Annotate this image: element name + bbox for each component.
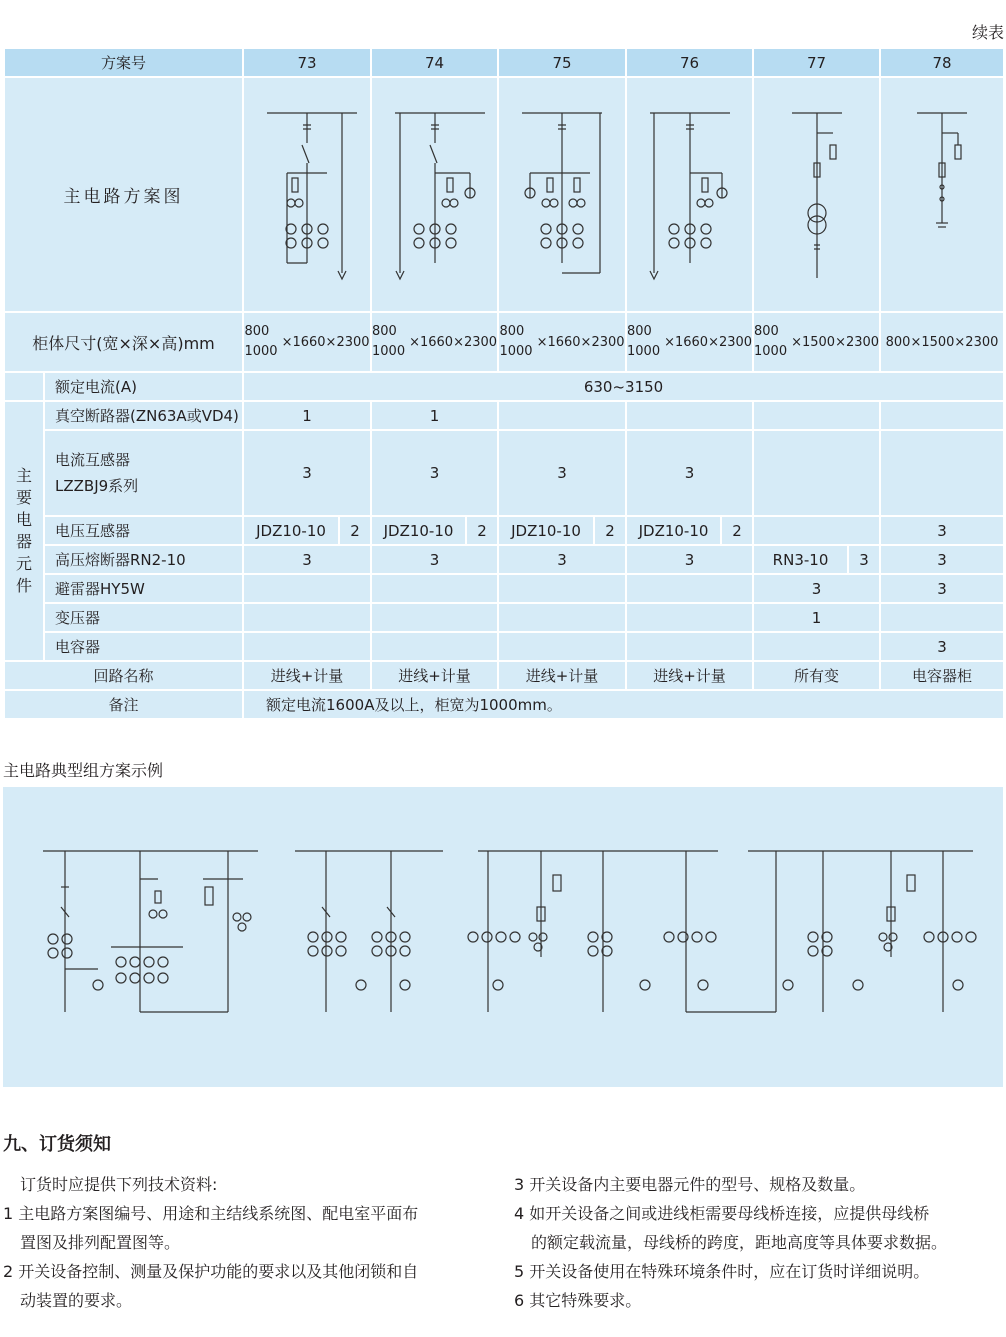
size-w1: 800 [244,324,270,339]
cell: 所有变 [753,661,880,690]
cell [753,516,880,545]
cell: 进线+计量 [626,661,753,690]
size-76 [626,312,753,372]
examples-panel [3,787,1003,1087]
cell: 3 [498,545,626,574]
vt-model: JDZ10-10 [372,517,467,544]
remark-value: 额定电流1600A及以上，柜宽为1000mm。 [243,690,1004,719]
vt-qty: 2 [350,521,360,540]
size-78 [880,312,1004,372]
cell: 3 [243,430,371,516]
component-row [4,632,1004,661]
size-w1: 800 [754,324,779,339]
cell: 3 [880,516,1004,545]
cell [626,401,753,430]
cell [753,545,880,574]
circuit-diagram-78 [882,83,1002,303]
cell: 1 [371,401,498,430]
remark-row [4,690,1004,719]
cell [498,401,626,430]
cell [753,632,880,661]
vt-model: JDZ10-10 [499,517,595,544]
cell: 3 [498,430,626,516]
component-row [4,603,1004,632]
cell: 进线+计量 [371,661,498,690]
ordering-line: 的额定载流量，母线桥的跨度，距地高度等具体要求数据。 [531,1233,948,1252]
rated-current-label: 额定电流(A) [44,372,243,401]
ordering-line: 2 开关设备控制、测量及保护功能的要求以及其他闭锁和自 [3,1262,419,1281]
scheme-78: 78 [880,48,1004,77]
arrester-label: 避雷器HY5W [44,574,243,603]
ordering-line: 订货时应提供下列技术资料: [20,1175,218,1194]
capacitor-label: 电容器 [44,632,243,661]
cell [626,632,753,661]
cell [626,603,753,632]
component-row [4,574,1004,603]
cell: 进线+计量 [243,661,371,690]
cell: 进线+计量 [498,661,626,690]
cell [371,603,498,632]
header-row [4,48,1004,77]
diagram-row-label: 主电路方案图 [4,77,243,312]
ordering-line: 动装置的要求。 [20,1291,133,1310]
scheme-73: 73 [243,48,371,77]
scheme-table [3,47,1005,720]
ordering-line: 置图及排列配置图等。 [20,1233,181,1252]
cell [626,516,753,545]
scheme-number-label: 方案号 [4,48,243,77]
rated-current-value: 630~3150 [243,372,1004,401]
component-row [4,401,1004,430]
ct-label [44,430,243,516]
rated-current-row [4,372,1004,401]
ordering-line: 1 主电路方案图编号、用途和主结线系统图、配电室平面布 [3,1204,419,1223]
diagram-75 [498,77,626,312]
cell [626,574,753,603]
cell: 3 [371,545,498,574]
size-w2: 1000 [372,344,406,359]
vt-model: JDZ10-10 [627,517,722,544]
diagram-76 [626,77,753,312]
cell: 3 [243,545,371,574]
cell [243,632,371,661]
cell [498,516,626,545]
circuit-diagram-73 [247,83,367,303]
size-77 [753,312,880,372]
cell [243,516,371,545]
size-73 [243,312,371,372]
size-row-label: 柜体尺寸(宽×深×高)mm [4,312,243,372]
ct-label-line2: LZZBJ9系列 [55,477,139,495]
size-row [4,312,1004,372]
cell: 电容器柜 [880,661,1004,690]
cell: 3 [371,430,498,516]
cell [880,430,1004,516]
section-9-title: 九、订货须知 [3,1134,111,1155]
component-row [4,516,1004,545]
ordering-line: 4 如开关设备之间或进线柜需要母线桥连接，应提供母线桥 [514,1204,930,1223]
fuse-qty: 3 [859,550,869,569]
size-w2: 1000 [499,344,533,359]
scheme-77: 77 [753,48,880,77]
ordering-line: 3 开关设备内主要电器元件的型号、规格及数量。 [514,1175,866,1194]
vt-model: JDZ10-10 [244,517,340,544]
size-w2: 1000 [244,344,278,359]
size-rest: ×1660×2300 [664,334,753,350]
cell [371,632,498,661]
cell: 1 [753,603,880,632]
size-rest: ×1660×2300 [409,334,498,350]
size-w1: 800 [499,324,525,339]
category-char: 电 [15,510,32,529]
cell [498,574,626,603]
cell [880,603,1004,632]
cell [498,632,626,661]
diagram-78 [880,77,1004,312]
cell: 3 [880,632,1004,661]
cell [498,603,626,632]
size-rest: 800×1500×2300 [885,334,999,350]
size-rest: ×1660×2300 [536,334,625,350]
ordering-right-column [514,1170,1004,1315]
cell [243,603,371,632]
vt-qty: 2 [732,521,742,540]
size-rest: ×1500×2300 [791,334,880,350]
cell [753,401,880,430]
category-char: 件 [15,576,32,595]
breaker-label: 真空断路器(ZN63A或VD4) [44,401,243,430]
cell [371,574,498,603]
scheme-76: 76 [626,48,753,77]
examples-title: 主电路典型组方案示例 [3,761,164,780]
cell [753,430,880,516]
size-w1: 800 [372,324,397,339]
fuse-model: RN3-10 [754,546,849,573]
size-rest: ×1660×2300 [281,334,370,350]
category-cell [4,401,44,661]
size-w2: 1000 [627,344,661,359]
circuit-diagram-77 [757,83,877,303]
component-row [4,430,1004,516]
vt-qty: 2 [605,521,615,540]
fuse-label: 高压熔断器RN2-10 [44,545,243,574]
scheme-74: 74 [371,48,498,77]
circuit-diagram-75 [502,83,622,303]
size-74 [371,312,498,372]
category-char: 元 [15,554,32,573]
diagram-77 [753,77,880,312]
cell [243,574,371,603]
category-char: 器 [15,532,32,551]
transformer-label: 变压器 [44,603,243,632]
circuit-diagram-74 [375,83,495,303]
cell: 3 [626,430,753,516]
continued-label: 续表 [971,23,1004,42]
circuit-diagram-76 [630,83,750,303]
ordering-left-column [3,1170,498,1315]
diagram-row [4,77,1004,312]
size-75 [498,312,626,372]
cell: 1 [243,401,371,430]
ordering-line: 6 其它特殊要求。 [514,1291,642,1310]
category-char: 主 [15,466,32,485]
diagram-73 [243,77,371,312]
ct-label-line1: 电流互感器 [55,451,131,469]
circuit-name-row [4,661,1004,690]
vt-qty: 2 [477,521,487,540]
scheme-75: 75 [498,48,626,77]
cell: 3 [880,574,1004,603]
cell [880,401,1004,430]
size-w1: 800 [627,324,652,339]
size-w2: 1000 [754,344,788,359]
diagram-74 [371,77,498,312]
component-row [4,545,1004,574]
category-char: 要 [15,488,32,507]
vt-label: 电压互感器 [44,516,243,545]
cell: 3 [880,545,1004,574]
ordering-line: 5 开关设备使用在特殊环境条件时，应在订货时详细说明。 [514,1262,930,1281]
example-diagrams [3,787,1003,1087]
cell: 3 [753,574,880,603]
cell [371,516,498,545]
remark-label: 备注 [4,690,243,719]
circuit-name-label: 回路名称 [4,661,243,690]
cell: 3 [626,545,753,574]
